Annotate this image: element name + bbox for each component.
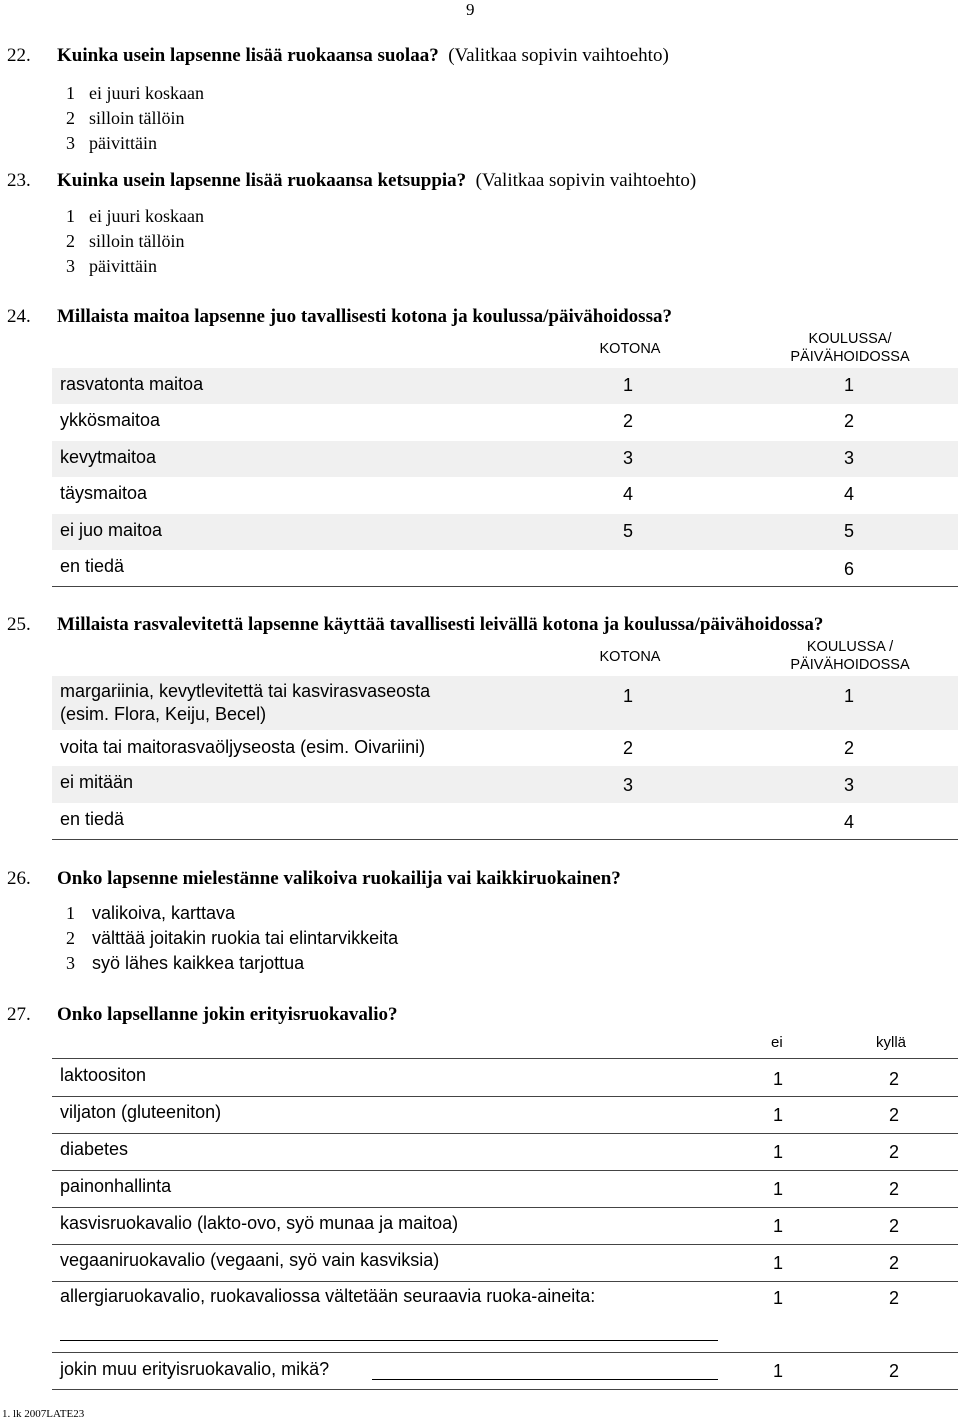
school-value: 2 xyxy=(843,411,854,431)
table-row[interactable] xyxy=(52,550,958,586)
table-row[interactable] xyxy=(52,803,958,839)
table-row[interactable] xyxy=(52,1282,958,1352)
row-label: ei juo maitoa xyxy=(60,520,163,540)
option-number: 3 xyxy=(66,256,75,276)
question-27 xyxy=(7,1004,947,1028)
option-text: ei juuri koskaan xyxy=(89,83,204,103)
option-23-2[interactable] xyxy=(66,231,185,252)
school-value: 1 xyxy=(843,375,854,395)
row-label: ykkösmaitoa xyxy=(60,410,161,430)
table-row[interactable] xyxy=(52,730,958,766)
home-value: 1 xyxy=(622,375,633,395)
question-title: Millaista maitoa lapsenne juo tavallisesti kotona ja koulussa/päivähoidossa? xyxy=(57,306,672,327)
question-instruction: (Valitkaa sopivin vaihtoehto) xyxy=(448,45,669,66)
option-26-1[interactable] xyxy=(66,903,235,924)
option-text: valikoiva, karttava xyxy=(92,903,236,923)
option-text: syö lähes kaikkea tarjottua xyxy=(92,953,305,973)
no-value: 1 xyxy=(772,1253,783,1273)
table-row[interactable] xyxy=(52,766,958,803)
option-number: 2 xyxy=(66,928,75,948)
yes-value: 2 xyxy=(888,1216,899,1236)
school-value: 3 xyxy=(843,448,854,468)
table-row[interactable] xyxy=(52,676,958,730)
option-26-2[interactable] xyxy=(66,928,398,949)
question-number: 24. xyxy=(7,306,31,327)
question-title: Onko lapsenne mielestänne valikoiva ruokailija vai kaikkiruokainen? xyxy=(57,868,621,889)
row-label: laktoositon xyxy=(60,1065,147,1085)
table-row[interactable] xyxy=(52,1134,958,1170)
home-value: 3 xyxy=(622,448,633,468)
home-value: 2 xyxy=(622,411,633,431)
school-value: 5 xyxy=(843,521,854,541)
row-label: täysmaitoa xyxy=(60,483,148,503)
column-header-no: ei xyxy=(771,1034,783,1051)
column-header-line: PÄIVÄHOIDOSSA xyxy=(790,349,910,365)
row-label: en tiedä xyxy=(60,556,125,576)
column-header-home: KOTONA xyxy=(599,649,661,665)
column-header-line: KOULUSSA / xyxy=(806,639,894,655)
option-22-3[interactable] xyxy=(66,133,157,154)
row-label: voita tai maitorasvaöljyseosta (esim. Oivariini) xyxy=(60,737,426,757)
option-23-3[interactable] xyxy=(66,256,157,277)
no-value: 1 xyxy=(772,1216,783,1236)
table-bottom-rule xyxy=(52,839,958,840)
option-number: 3 xyxy=(66,133,75,153)
school-value: 4 xyxy=(843,812,854,832)
table-row[interactable] xyxy=(52,1059,958,1096)
column-header-home: KOTONA xyxy=(599,341,661,357)
question-26 xyxy=(7,868,947,892)
option-22-2[interactable] xyxy=(66,108,185,129)
row-label: kasvisruokavalio (lakto-ovo, syö munaa ja maitoa) xyxy=(60,1213,459,1233)
yes-value: 2 xyxy=(888,1253,899,1273)
table-row[interactable] xyxy=(52,1245,958,1281)
option-text: välttää joitakin ruokia tai elintarvikkeita xyxy=(92,928,399,948)
option-text: silloin tällöin xyxy=(89,231,185,251)
option-number: 1 xyxy=(66,903,75,923)
table-bottom-rule xyxy=(52,586,958,587)
no-value: 1 xyxy=(772,1142,783,1162)
column-header-line: KOULUSSA/ xyxy=(808,331,892,347)
home-value: 3 xyxy=(622,775,633,795)
home-value: 5 xyxy=(622,521,633,541)
page-number: 9 xyxy=(466,0,475,19)
school-value: 3 xyxy=(843,775,854,795)
yes-value: 2 xyxy=(888,1105,899,1125)
no-value: 1 xyxy=(772,1179,783,1199)
question-number: 26. xyxy=(7,868,31,889)
option-number: 3 xyxy=(66,953,75,973)
yes-value: 2 xyxy=(888,1179,899,1199)
school-value: 6 xyxy=(843,559,854,579)
question-title: Kuinka usein lapsenne lisää ruokaansa suolaa? xyxy=(57,45,439,66)
footer-code: 1. lk 2007LATE23 xyxy=(2,1408,85,1420)
no-value: 1 xyxy=(772,1361,783,1381)
home-value: 4 xyxy=(622,484,633,504)
question-number: 22. xyxy=(7,45,31,66)
question-number: 25. xyxy=(7,614,31,635)
row-label: ei mitään xyxy=(60,772,134,792)
row-label: rasvatonta maitoa xyxy=(60,374,204,394)
option-26-3[interactable] xyxy=(66,953,304,974)
question-title: Kuinka usein lapsenne lisää ruokaansa ketsuppia? xyxy=(57,170,467,191)
school-value: 2 xyxy=(843,738,854,758)
yes-value: 2 xyxy=(888,1142,899,1162)
row-label: vegaaniruokavalio (vegaani, syö vain kasviksia) xyxy=(60,1250,440,1270)
option-number: 1 xyxy=(66,83,75,103)
row-label: diabetes xyxy=(60,1139,129,1159)
question-text xyxy=(57,45,669,67)
option-text: silloin tällöin xyxy=(89,108,185,128)
table-row[interactable] xyxy=(52,404,958,441)
no-value: 1 xyxy=(772,1069,783,1089)
question-24 xyxy=(7,306,947,330)
option-text: päivittäin xyxy=(89,133,157,153)
table-row[interactable] xyxy=(52,1353,958,1389)
option-number: 2 xyxy=(66,108,75,128)
question-text xyxy=(57,170,696,192)
question-instruction: (Valitkaa sopivin vaihtoehto) xyxy=(475,170,697,191)
table-row[interactable] xyxy=(52,477,958,514)
question-number: 27. xyxy=(7,1004,31,1025)
table-row[interactable] xyxy=(52,441,958,477)
row-label: jokin muu erityisruokavalio, mikä? xyxy=(60,1359,330,1379)
row-label-line: margariinia, kevytlevitettä tai kasvirasvaseosta xyxy=(60,681,431,701)
other-diet-write-in-line[interactable] xyxy=(372,1379,718,1380)
column-header-line: PÄIVÄHOIDOSSA xyxy=(790,657,910,673)
table-bottom-rule xyxy=(52,1389,958,1390)
home-value: 2 xyxy=(622,738,633,758)
yes-value: 2 xyxy=(888,1288,899,1308)
table-row[interactable] xyxy=(52,1208,958,1244)
allergy-write-in-line[interactable] xyxy=(60,1340,718,1341)
question-25 xyxy=(7,614,952,638)
option-23-1[interactable] xyxy=(66,206,204,227)
table-row[interactable] xyxy=(52,514,958,550)
row-label-line: (esim. Flora, Keiju, Becel) xyxy=(60,704,267,724)
row-label xyxy=(60,680,430,726)
row-label: allergiaruokavalio, ruokavaliossa vältetään seuraavia ruoka-aineita: xyxy=(60,1286,596,1306)
home-value: 1 xyxy=(622,686,633,706)
column-header-school xyxy=(770,638,930,674)
question-22 xyxy=(7,45,947,69)
yes-value: 2 xyxy=(888,1361,899,1381)
option-number: 1 xyxy=(66,206,75,226)
row-label: en tiedä xyxy=(60,809,125,829)
option-22-1[interactable] xyxy=(66,83,204,104)
question-23 xyxy=(7,170,947,194)
option-text: ei juuri koskaan xyxy=(89,206,204,226)
question-title: Millaista rasvalevitettä lapsenne käyttää tavallisesti leivällä kotona ja koulussa/päivähoidossa? xyxy=(57,614,824,635)
table-row[interactable] xyxy=(52,1097,958,1133)
row-label: viljaton (gluteeniton) xyxy=(60,1102,222,1122)
question-title: Onko lapsellanne jokin erityisruokavalio? xyxy=(57,1004,398,1025)
table-row[interactable] xyxy=(52,1171,958,1207)
row-label: kevytmaitoa xyxy=(60,447,157,467)
column-header-school xyxy=(770,330,930,366)
no-value: 1 xyxy=(772,1288,783,1308)
question-number: 23. xyxy=(7,170,31,191)
school-value: 4 xyxy=(843,484,854,504)
option-text: päivittäin xyxy=(89,256,157,276)
school-value: 1 xyxy=(843,686,854,706)
yes-value: 2 xyxy=(888,1069,899,1089)
option-number: 2 xyxy=(66,231,75,251)
no-value: 1 xyxy=(772,1105,783,1125)
row-label: painonhallinta xyxy=(60,1176,172,1196)
table-row[interactable] xyxy=(52,368,958,404)
column-header-yes: kyllä xyxy=(876,1034,907,1051)
